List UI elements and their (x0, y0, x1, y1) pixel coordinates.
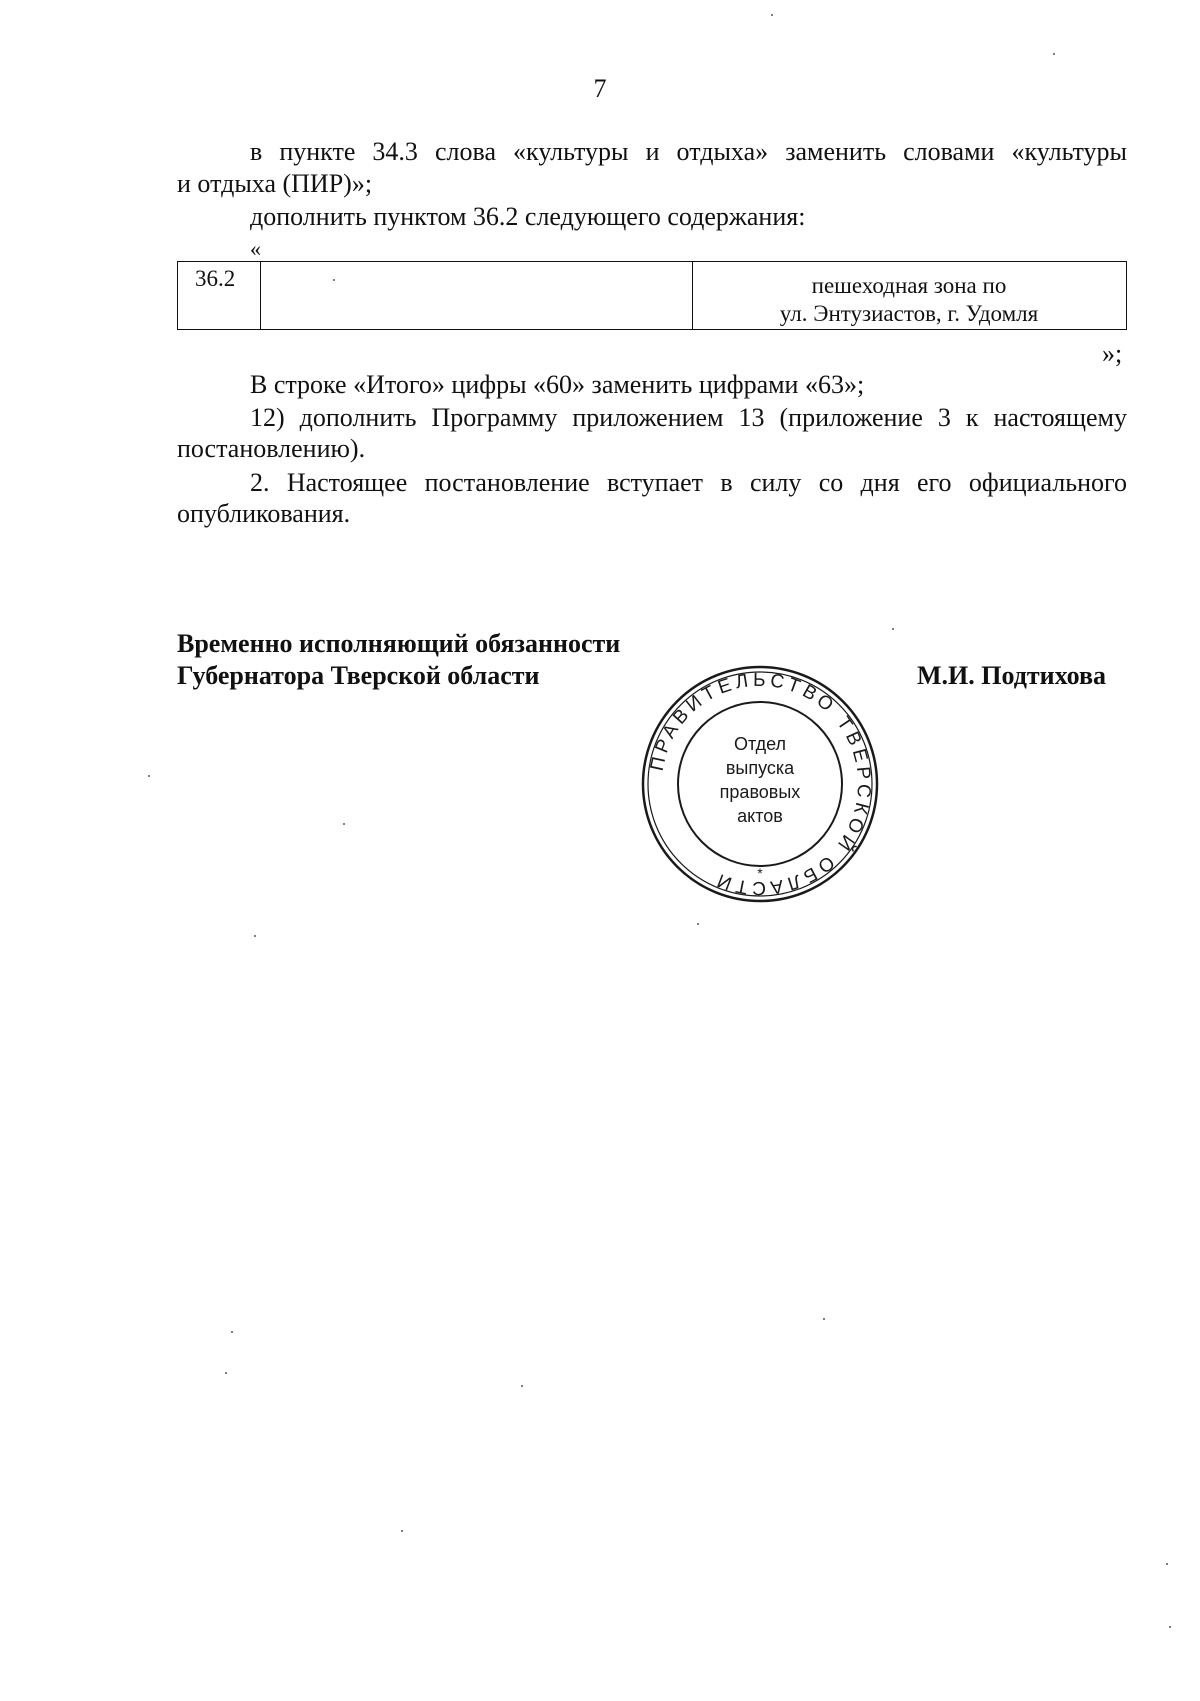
scan-speck (231, 1331, 233, 1333)
stamp-ring-text: ПРАВИТЕЛЬСТВО ТВЕРСКОЙ ОБЛАСТИ (646, 669, 875, 899)
signatory-position-line1: Временно исполняющий обязанности (177, 629, 621, 658)
paragraph-34-3-line2: и отдыха (ПИР)»; (177, 169, 373, 198)
scan-speck (225, 1372, 227, 1374)
scan-speck (148, 775, 150, 777)
paragraph-12-line2: постановлению). (177, 434, 366, 463)
paragraph-add-36-2: дополнить пунктом 36.2 следующего содержания: (250, 202, 806, 231)
paragraph-2-line1: 2. Настоящее постановление вступает в силу со дня его официального (250, 468, 1127, 497)
table-cell-name-line1: пешеходная зона по (811, 273, 1007, 298)
paragraph-itogo: В строке «Итого» цифры «60» заменить цифрами «63»; (250, 370, 865, 399)
inserted-row-table (177, 261, 1127, 330)
page-number: 7 (593, 74, 607, 103)
stamp-inner-line-3: правовых (719, 782, 801, 802)
paragraph-12-line1: 12) дополнить Программу приложением 13 (приложение 3 к настоящему (250, 403, 1127, 432)
signatory-name: М.И. Подтихова (917, 661, 1107, 690)
closing-quote: »; (1102, 339, 1123, 368)
stamp-inner-line-1: Отдел (733, 734, 787, 754)
stamp-inner-text (690, 732, 830, 828)
official-stamp (640, 664, 880, 904)
table-cell-number: 36.2 (195, 266, 236, 291)
scan-speck (401, 1530, 403, 1532)
scan-speck (697, 923, 699, 925)
table-divider-1 (260, 262, 261, 329)
table-cell-name (692, 272, 1126, 328)
paragraph-34-3-line1: в пункте 34.3 слова «культуры и отдыха» заменить словами «культуры (250, 137, 1127, 166)
scan-speck (892, 628, 894, 630)
stamp-star: * (757, 865, 763, 881)
table-cell-name-line2: ул. Энтузиастов, г. Удомля (779, 301, 1039, 326)
scan-speck (1166, 1563, 1168, 1565)
stamp-inner-line-4: актов (737, 806, 783, 826)
signatory-position-line2: Губернатора Тверской области (177, 661, 540, 690)
scan-speck (333, 279, 335, 281)
opening-quote: « (250, 236, 261, 261)
scan-speck (771, 14, 773, 16)
scan-speck (1053, 53, 1055, 55)
scan-speck (343, 823, 345, 825)
scan-speck (823, 1318, 825, 1320)
scan-speck (254, 935, 256, 937)
paragraph-2-line2: опубликования. (177, 499, 351, 528)
scan-speck (1169, 1626, 1171, 1628)
scan-speck (521, 1385, 523, 1387)
stamp-inner-line-2: выпуска (725, 758, 795, 778)
